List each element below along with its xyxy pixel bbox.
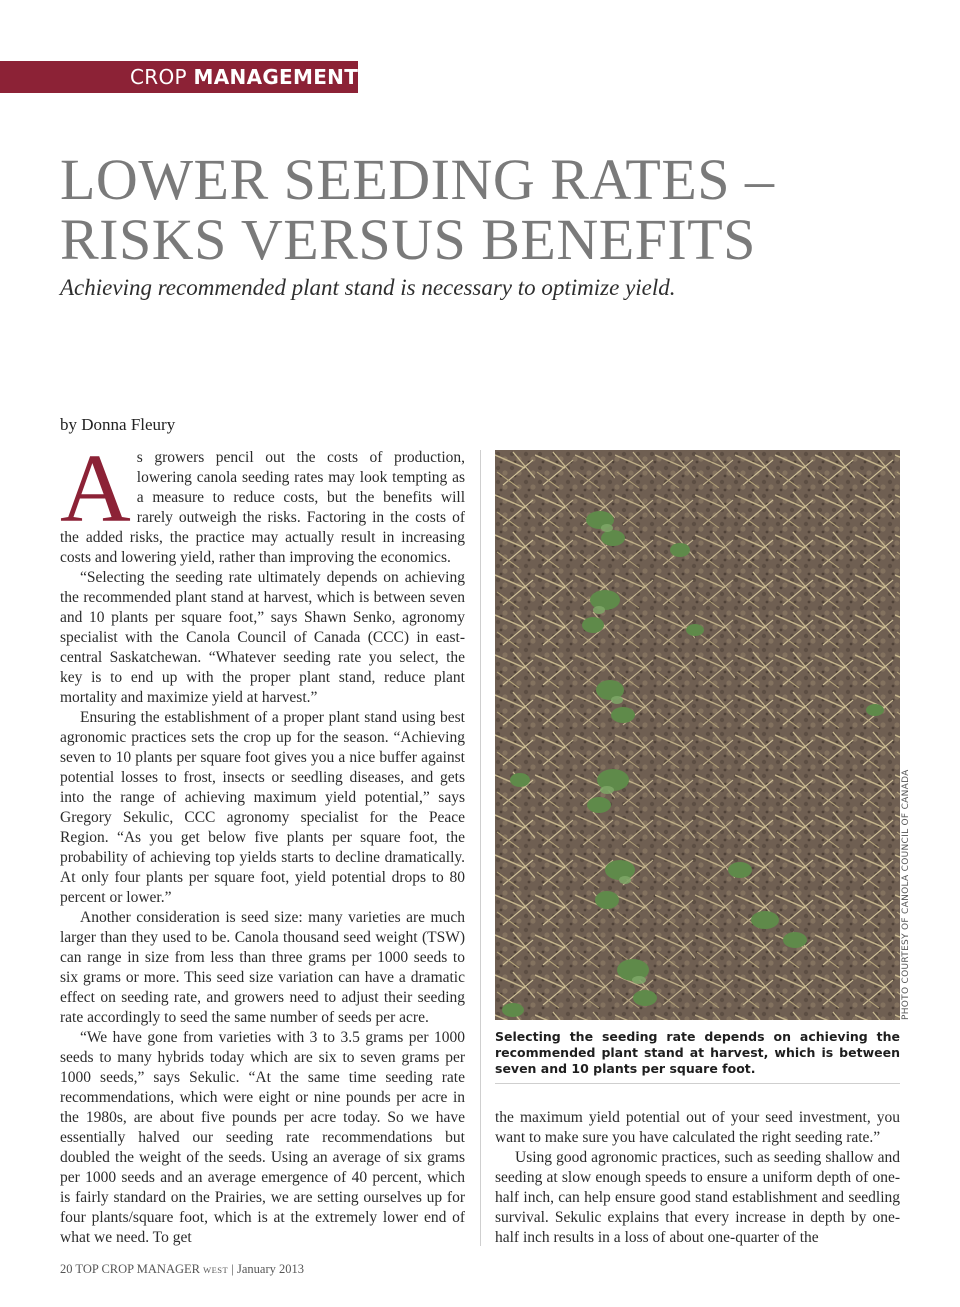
section-label [130,65,358,89]
seedling-rows-illustration [495,450,900,1020]
magazine-name: TOP CROP MANAGER [75,1262,200,1276]
column-divider [480,450,481,1246]
right-paragraph-1: the maximum yield potential out of your seed investment, you want to make sure you have calculated the right seeding rate.” [495,1109,900,1146]
footer-separator: | [231,1262,234,1276]
headline-line-1: LOWER SEEDING RATES – [60,147,775,212]
paragraph-1 [60,448,465,568]
paragraph-1-text: s growers pencil out the costs of production, lowering canola seeding rates may look tempting as a measure to reduce costs, but the benefits will rarely outweigh the risks. Factoring in the costs of the added risks, the practice may actually result in increasing costs and lowering yield, rather than improving the economics. [60,449,465,566]
paragraph-4: Another consideration is seed size: many varieties are much larger than they used to be. Canola thousand seed weight (TSW) can range in size from less than three grams per 1000 seeds to six grams or more. This seed size variation can have a dramatic effect on seeding rate, and growers need to adjust their seeding rate accordingly to seed the same number of seeds per acre. [60,909,465,1026]
issue-date: January 2013 [237,1262,304,1276]
section-prefix: CROP [130,65,187,89]
headline-line-2: RISKS VERSUS BENEFITS [60,207,756,272]
canola-field-photo [495,450,900,1020]
page-number: 20 [60,1262,73,1276]
left-column [60,448,465,1248]
photo-caption: Selecting the seeding rate depends on achieving the recommended plant stand at harvest, which is between seven and 10 plants per square foot. [495,1029,900,1076]
drop-cap: A [60,448,131,543]
photo-credit: PHOTO COURTESY OF CANOLA COUNCIL OF CANADA [901,769,911,1020]
article-headline [60,147,775,272]
paragraph-2: “Selecting the seeding rate ultimately depends on achieving the recommended plant stand at harvest, which is between seven and 10 plants per square foot,” says Shawn Senko, agronomy specialist with the Canola Council of Canada (CCC) in east-central Saskatchewan. “Whatever seeding rate you select, the key is to end up with the proper plant stand, reduce plant mortality and maximize yield at harvest.” [60,569,465,706]
paragraph-3: Ensuring the establishment of a proper plant stand using best agronomic practices sets the crop up for the season. “Achieving seven to 10 plants per square foot gives you a nice buffer against potential losses to frost, insects or seedling diseases, and gets into the range of achieving maximum yield potential,” says Gregory Sekulic, CCC agronomy specialist for the Peace Region. “As you get below five plants per square foot, the probability of achieving top yields starts to decline dramatically. At only four plants per square foot, yield potential drops to 80 percent or lower.” [60,709,465,906]
byline: by Donna Fleury [60,415,176,434]
right-column [495,1108,900,1253]
right-paragraph-2: Using good agronomic practices, such as seeding shallow and seeding at slow enough speeds to ensure a uniform depth of one-half inch, can help ensure good stand establishment and seedling survival. Sekulic explains that every increase in depth by one-half inch results in a loss of about one-quarter of the [495,1149,900,1246]
paragraph-5: “We have gone from varieties with 3 to 3.5 grams per 1000 seeds to many hybrids today which are six to seven grams per 1000 seeds,” says Sekulic. “At the same time seeding rate recommendations, which were eight or nine pounds per acre in the 1980s, are about five pounds per acre today. So we have essentially halved our seeding rate recommendations but doubled the weight of the seeds. Using an average of six grams per 1000 seeds and an average emergence of 40 percent, which is fairly standard on the Prairies, we are setting ourselves up for four plants/square foot, which is at the extremely lower end of what we need. To get [60,1029,465,1246]
section-name: MANAGEMENT [193,65,359,89]
caption-rule [495,1083,900,1084]
section-banner [0,61,358,93]
magazine-edition: WEST [203,1265,229,1275]
page-footer [60,1262,304,1277]
article-deck: Achieving recommended plant stand is necessary to optimize yield. [60,275,676,300]
